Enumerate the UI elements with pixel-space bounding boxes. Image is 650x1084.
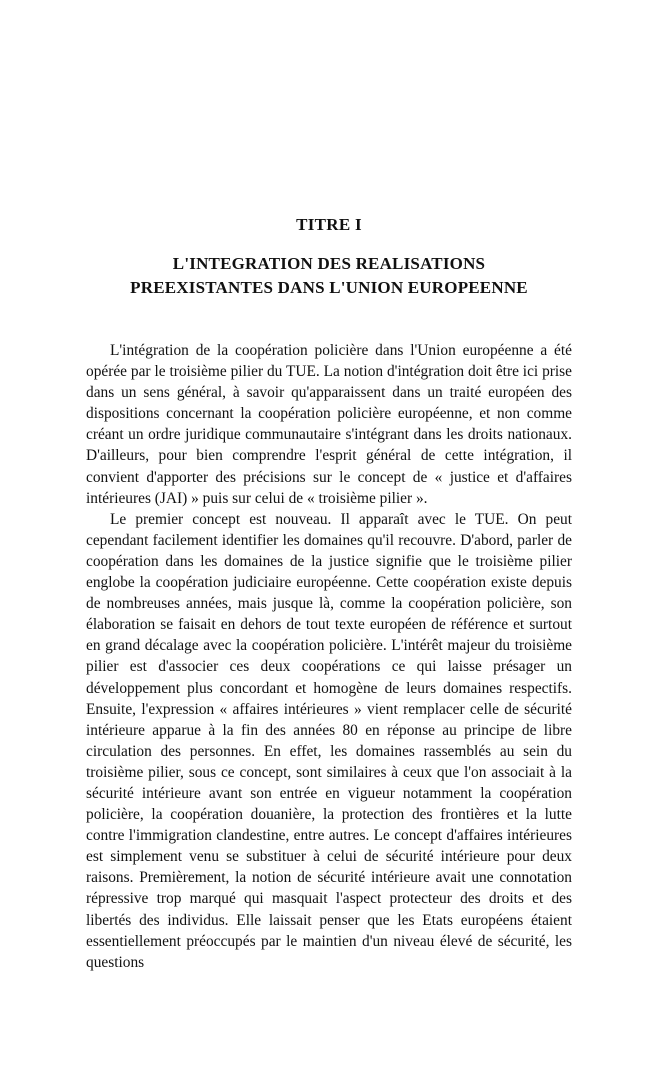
title-block: [86, 214, 572, 300]
main-title-line-1: L'INTEGRATION DES REALISATIONS: [172, 254, 486, 273]
paragraph-2: Le premier concept est nouveau. Il apparaît avec le TUE. On peut cependant facilement identifier les domaines qu'il recouvre. D'abord, parler de coopération dans les domaines de la justice signifie que le troisième pilier englobe la coopération judiciaire européenne. Cette coopération existe depuis de nombreuses années, mais jusque là, comme la coopération policière, son élaboration se faisait en dehors de tout texte européen de référence et surtout en grand décalage avec la coopération policière. L'intérêt majeur du troisième pilier est d'associer ces deux coopérations ce qui laisse présager un développement plus concordant et homogène de leurs domaines respectifs. Ensuite, l'expression « affaires intérieures » vient remplacer celle de sécurité intérieure apparue à la fin des années 80 en réponse au principe de libre circulation des personnes. En effet, les domaines rassemblés au sein du troisième pilier, sous ce concept, sont similaires à ceux que l'on associait à la sécurité intérieure avant son entrée en vigueur notamment la coopération policière, la coopération douanière, la protection des frontières et la lutte contre l'immigration clandestine, entre autres. Le concept d'affaires intérieures est simplement venu se substituer à celui de sécurité intérieure pour deux raisons. Premièrement, la notion de sécurité intérieure avait une connotation répressive trop marqué qui masquait l'aspect protecteur des droits et des libertés des individus. Elle laissait penser que les Etats européens étaient essentiellement préoccupés par le maintien d'un niveau élevé de sécurité, les questions: [86, 510, 572, 971]
part-label: TITRE I: [296, 215, 362, 234]
main-title: [86, 252, 572, 300]
main-title-line-2: PREEXISTANTES DANS L'UNION EUROPEENNE: [130, 278, 528, 297]
body-text: [86, 340, 572, 973]
paragraph-1: L'intégration de la coopération policière dans l'Union européenne a été opérée par le troisième pilier du TUE. La notion d'intégration doit être ici prise dans un sens général, à savoir qu'apparaissent dans un traité européen des dispositions concernant la coopération policière européenne, et non comme créant un ordre juridique communautaire s'intégrant dans les droits nationaux. D'ailleurs, pour bien comprendre l'esprit général de cette intégration, il convient d'apporter des précisions sur le concept de « justice et d'affaires intérieures (JAI) » puis sur celui de « troisième pilier ».: [86, 342, 572, 507]
document-page: [86, 0, 572, 1084]
